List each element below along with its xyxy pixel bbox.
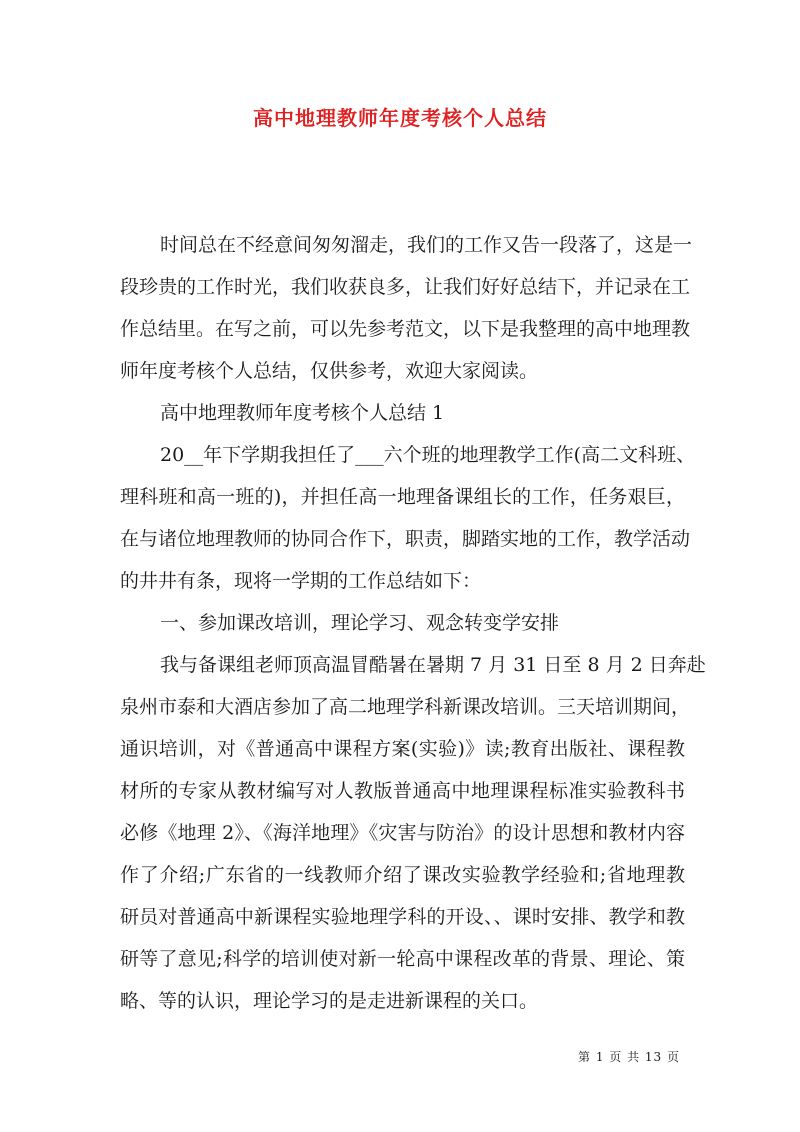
body-line: 通识培训，对《普通高中课程方案(实验)》读;教育出版社、课程教 [120, 738, 685, 760]
body-line: 的井井有条，现将一学期的工作总结如下： [120, 570, 482, 592]
body-line: 20__年下学期我担任了___六个班的地理教学工作(高二文科班、 [160, 444, 696, 466]
body-line: 师年度考核个人总结，仅供参考，欢迎大家阅读。 [120, 360, 539, 382]
section-heading: 高中地理教师年度考核个人总结 1 [160, 402, 445, 424]
body-line: 作了介绍;广东省的一线教师介绍了课改实验教学经验和;省地理教 [120, 864, 685, 886]
body-line: 在与诸位地理教师的协同合作下，职责，脚踏实地的工作，教学活动 [120, 528, 691, 550]
body-line: 略、等的认识，理论学习的是走进新课程的关口。 [120, 990, 539, 1012]
body-line: 理科班和高一班的)，并担任高一地理备课组长的工作，任务艰巨， [120, 486, 685, 508]
body-line: 段珍贵的工作时光，我们收获良多，让我们好好总结下，并记录在工 [120, 276, 691, 298]
body-line: 研等了意见;科学的培训使对新一轮高中课程改革的背景、理论、策 [120, 948, 685, 970]
body-line: 研员对普通高中新课程实验地理学科的开设、、课时安排、教学和教 [120, 906, 685, 928]
body-line: 我与备课组老师顶高温冒酷暑在暑期 7 月 31 日至 8 月 2 日奔赴 [160, 654, 706, 676]
body-line: 泉州市泰和大酒店参加了高二地理学科新课改培训。三天培训期间， [120, 696, 691, 718]
body-line: 作总结里。在写之前，可以先参考范文，以下是我整理的高中地理教 [120, 318, 691, 340]
page-number: 第 1 页 共 13 页 [578, 1050, 680, 1064]
body-line: 材所的专家从教材编写对人教版普通高中地理课程标准实验教科书 [120, 780, 685, 802]
document-title: 高中地理教师年度考核个人总结 [253, 106, 547, 130]
subsection-heading: 一、参加课改培训，理论学习、观念转变学安排 [160, 612, 560, 634]
body-line: 时间总在不经意间匆匆溜走，我们的工作又告一段落了，这是一 [160, 234, 693, 256]
body-line: 必修《地理 2》、《海洋地理》《灾害与防治》的设计思想和教材内容 [120, 822, 685, 844]
